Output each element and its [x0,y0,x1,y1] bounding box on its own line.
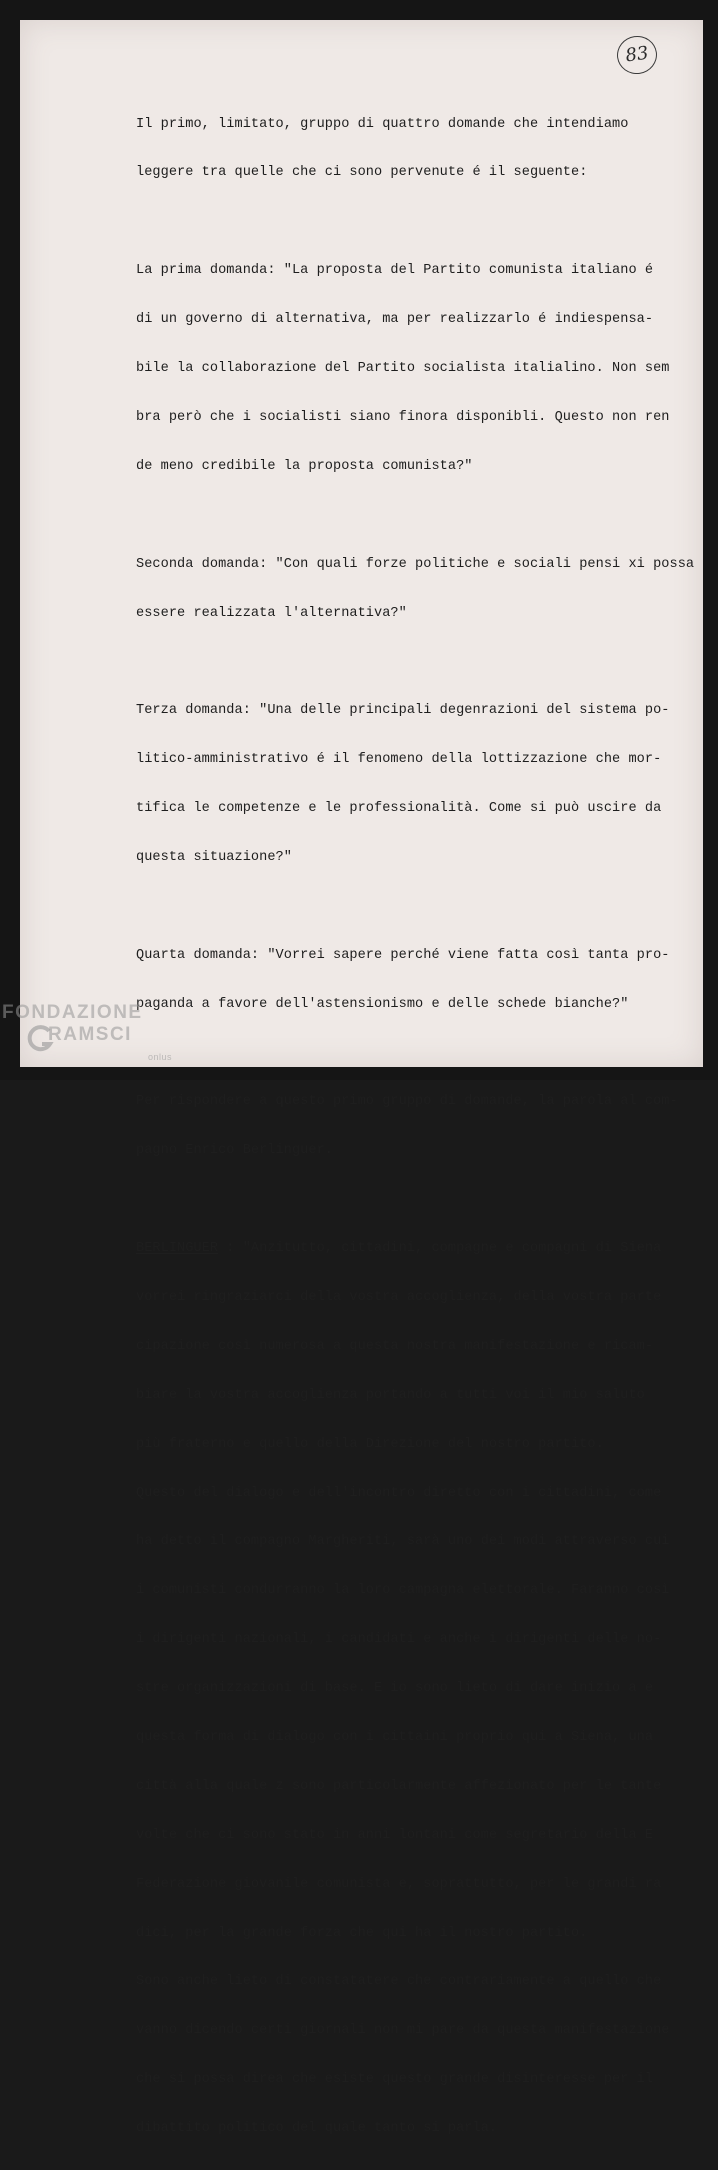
watermark-suffix: onlus [148,1052,173,1062]
text-line: Sono anche lieto di constatatere che contrariamente a quello che [136,1974,662,1990]
text-line: Il primo, limitato, gruppo di quattro domande che intendiamo [136,116,629,132]
text-line: città alla quale z sono particolarmente affezionato per le tante [136,1778,662,1794]
text-line: i dirigenti nazionali, i candidati e anche i dirigenti delle no- [136,1632,662,1648]
text-line: de meno credibile la proposta comunista?" [136,458,473,474]
text-line: di un governo di alternativa, ma per realizzarlo é indiespensa- [136,312,654,328]
handwritten-page-number: 83 [615,33,660,76]
text-line: dici, per la grande forza che qui ha il nostro partito. [136,1925,588,1941]
speaker-name: BERLINGUER [136,1241,219,1257]
watermark-line1: FONDAZIONE [2,1002,143,1023]
text-line: cipazione così numerosa a questa nostra manifestazione e ricam- [136,1338,654,1354]
text-line: stre organizzazioni di base. E io sono lieto di dare inizio a e [136,1681,654,1697]
text-line: che si possa direa che esiste questo grande disinteresse per il [136,2072,654,2088]
text-line: litico-amministrativo é il fenomeno della lottizzazione che mor- [136,752,662,768]
text-line: i comunisti condurranno la loro campagna elettorale. Faranno così [136,1583,670,1599]
text-line: volte che ci sono stato in anni lontani come segretario della E [136,1827,654,1843]
text-line: Federazione giovanile comunista e, soprattutto, per le grandi ra [136,1876,662,1892]
document-body [136,84,706,2170]
text-line: vorrei ringraziarci della vostra accoglienza, della vostra parte [136,1289,662,1305]
speech-opening: : "Anzitutto, cittadini, compagne e compagni di Siena [218,1241,662,1257]
text-line: essere realizzata l'alternativa?" [136,605,407,621]
question-1 [136,231,706,508]
speech-first-line [136,1241,706,1257]
watermark-line2: RAMSCI [48,1024,132,1045]
text-line: Seconda domanda: "Con quali forze politiche e sociali pensi xi possa [136,556,695,572]
text-line: Per rispondere a questo primo gruppo di domande, la parola al com- [136,1094,678,1110]
text-line: bile la collaborazione del Partito socialista italialino. Non sem [136,361,670,377]
text-line: biare la vostra accoglienza portando a tutti voi il mio saluto [136,1387,645,1403]
text-line: vanno dicendo certi giornali non mi pare da questa manifestazione [136,2023,670,2039]
text-line: Questo del dialogo e dell'incontro diretto con i cittadini, come [136,1485,662,1501]
text-line: bra però che i socialisti siano finora disponibli. Questo non ren [136,409,670,425]
text-line: questa situazione?" [136,849,292,865]
text-line: Terza domanda: "Una delle principali degenrazioni del sistema po- [136,703,670,719]
text-line: più fraterno e quello della Direzione del nostro partito. [136,1436,604,1452]
text-line: Quarta domanda: "Vorrei sapere perché viene fatta così tanta pro- [136,947,670,963]
introduction-of-speaker [136,1062,706,1192]
berlinguer-speech [136,1208,706,2170]
text-line: paganda a favore dell'astensionismo e delle schede bianche?" [136,996,629,1012]
text-line: pagno Enrico Berlinguer. [136,1143,333,1159]
text-line: questa forma di dialogo con i cittaini proprio qui a Siena, una [136,1729,654,1745]
text-line: dibattito politico del quale tanto si parla. [136,2121,498,2137]
fondazione-gramsci-watermark [0,1002,200,1080]
question-4 [136,915,706,1045]
intro-paragraph [136,84,706,214]
question-2 [136,524,706,654]
text-line: leggere tra quelle che ci sono pervenute é il seguente: [136,165,588,181]
text-line: ha detto il compagno Margheriti, sarà uno dei modi attraverso cui [136,1534,670,1550]
text-line: La prima domanda: "La proposta del Partito comunista italiano é [136,263,654,279]
text-line: tifica le competenze e le professionalità. Come si può uscire da [136,801,662,817]
question-3 [136,671,706,899]
